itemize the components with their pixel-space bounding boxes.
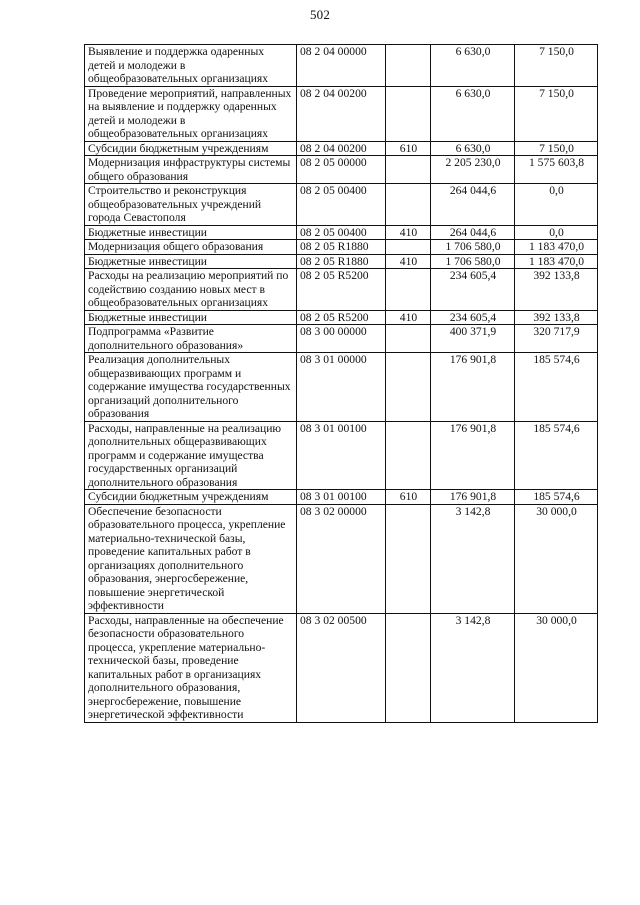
row-code: 08 2 05 R5200: [297, 310, 386, 325]
row-expense-type: [386, 184, 431, 226]
row-expense-type: [386, 613, 431, 722]
row-expense-type: [386, 86, 431, 141]
row-code: 08 2 04 00000: [297, 45, 386, 87]
row-amount-year2: 1 183 470,0: [515, 240, 598, 255]
row-amount-year2: 185 574,6: [515, 353, 598, 422]
row-expense-type: [386, 421, 431, 490]
row-expense-type: 410: [386, 310, 431, 325]
row-code: 08 3 01 00000: [297, 353, 386, 422]
table-row: [85, 353, 598, 422]
row-amount-year2: 1 575 603,8: [515, 156, 598, 184]
table-row: [85, 421, 598, 490]
row-name: Модернизация инфраструктуры системы общего образования: [85, 156, 297, 184]
table-row: [85, 86, 598, 141]
row-amount-year1: 176 901,8: [431, 490, 515, 505]
row-code: 08 2 04 00200: [297, 141, 386, 156]
row-expense-type: [386, 269, 431, 311]
row-code: 08 3 01 00100: [297, 490, 386, 505]
row-expense-type: [386, 325, 431, 353]
table-row: [85, 225, 598, 240]
row-code: 08 3 02 00000: [297, 504, 386, 613]
row-amount-year1: 3 142,8: [431, 504, 515, 613]
row-code: 08 2 05 00000: [297, 156, 386, 184]
row-expense-type: 410: [386, 225, 431, 240]
row-code: 08 3 01 00100: [297, 421, 386, 490]
table-row: [85, 156, 598, 184]
row-amount-year1: 1 706 580,0: [431, 254, 515, 269]
row-amount-year1: 6 630,0: [431, 141, 515, 156]
row-amount-year1: 3 142,8: [431, 613, 515, 722]
table-row: [85, 240, 598, 255]
row-name: Реализация дополнительных общеразвивающих программ и содержание имущества государственных организаций дополнительного образования: [85, 353, 297, 422]
row-expense-type: 410: [386, 254, 431, 269]
row-name: Выявление и поддержка одаренных детей и молодежи в общеобразовательных организациях: [85, 45, 297, 87]
table-row: [85, 45, 598, 87]
table-row: [85, 504, 598, 613]
row-amount-year1: 6 630,0: [431, 45, 515, 87]
row-expense-type: [386, 353, 431, 422]
row-amount-year2: 0,0: [515, 184, 598, 226]
row-amount-year2: 185 574,6: [515, 490, 598, 505]
table-row: [85, 310, 598, 325]
row-name: Модернизация общего образования: [85, 240, 297, 255]
row-amount-year2: 7 150,0: [515, 86, 598, 141]
row-code: 08 2 05 R1880: [297, 240, 386, 255]
row-amount-year2: 0,0: [515, 225, 598, 240]
row-amount-year2: 30 000,0: [515, 613, 598, 722]
row-name: Субсидии бюджетным учреждениям: [85, 490, 297, 505]
row-amount-year1: 264 044,6: [431, 184, 515, 226]
row-name: Расходы, направленные на реализацию дополнительных общеразвивающих программ и содержание имущества государственных организаций дополнительного образования: [85, 421, 297, 490]
row-amount-year2: 392 133,8: [515, 310, 598, 325]
row-amount-year2: 30 000,0: [515, 504, 598, 613]
row-name: Расходы, направленные на обеспечение безопасности образовательного процесса, укрепление материально-технической базы, проведение капитальных работ в организациях дополнительного образования, энергосбережение, повышение энергетической эффективности: [85, 613, 297, 722]
table-row: [85, 141, 598, 156]
row-amount-year1: 2 205 230,0: [431, 156, 515, 184]
row-amount-year2: 7 150,0: [515, 45, 598, 87]
row-amount-year1: 1 706 580,0: [431, 240, 515, 255]
table-row: [85, 613, 598, 722]
row-code: 08 2 05 R1880: [297, 254, 386, 269]
row-code: 08 3 00 00000: [297, 325, 386, 353]
row-amount-year1: 400 371,9: [431, 325, 515, 353]
row-amount-year2: 320 717,9: [515, 325, 598, 353]
row-amount-year1: 6 630,0: [431, 86, 515, 141]
row-amount-year2: 7 150,0: [515, 141, 598, 156]
row-amount-year2: 185 574,6: [515, 421, 598, 490]
row-amount-year1: 176 901,8: [431, 421, 515, 490]
row-amount-year1: 264 044,6: [431, 225, 515, 240]
row-name: Расходы на реализацию мероприятий по содействию созданию новых мест в общеобразовательных организациях: [85, 269, 297, 311]
row-name: Субсидии бюджетным учреждениям: [85, 141, 297, 156]
row-code: 08 3 02 00500: [297, 613, 386, 722]
row-expense-type: 610: [386, 141, 431, 156]
row-name: Бюджетные инвестиции: [85, 310, 297, 325]
row-name: Подпрограмма «Развитие дополнительного образования»: [85, 325, 297, 353]
page-number: 502: [309, 7, 331, 22]
table-row: [85, 184, 598, 226]
row-code: 08 2 05 R5200: [297, 269, 386, 311]
row-code: 08 2 04 00200: [297, 86, 386, 141]
row-expense-type: [386, 45, 431, 87]
row-amount-year2: 392 133,8: [515, 269, 598, 311]
table-row: [85, 269, 598, 311]
table-row: [85, 254, 598, 269]
row-name: Проведение мероприятий, направленных на выявление и поддержку одаренных детей и молодежи в общеобразовательных организациях: [85, 86, 297, 141]
row-amount-year2: 1 183 470,0: [515, 254, 598, 269]
row-name: Строительство и реконструкция общеобразовательных учреждений города Севастополя: [85, 184, 297, 226]
row-name: Бюджетные инвестиции: [85, 254, 297, 269]
row-expense-type: 610: [386, 490, 431, 505]
budget-table: [84, 44, 598, 723]
row-amount-year1: 234 605,4: [431, 310, 515, 325]
table-row: [85, 490, 598, 505]
row-amount-year1: 176 901,8: [431, 353, 515, 422]
row-name: Бюджетные инвестиции: [85, 225, 297, 240]
row-expense-type: [386, 240, 431, 255]
row-code: 08 2 05 00400: [297, 184, 386, 226]
row-code: 08 2 05 00400: [297, 225, 386, 240]
row-expense-type: [386, 156, 431, 184]
row-amount-year1: 234 605,4: [431, 269, 515, 311]
table-row: [85, 325, 598, 353]
row-expense-type: [386, 504, 431, 613]
row-name: Обеспечение безопасности образовательного процесса, укрепление материально-технической базы, проведение капитальных работ в организациях дополнительного образования, энергосбережение, повышение энергетической эффективности: [85, 504, 297, 613]
